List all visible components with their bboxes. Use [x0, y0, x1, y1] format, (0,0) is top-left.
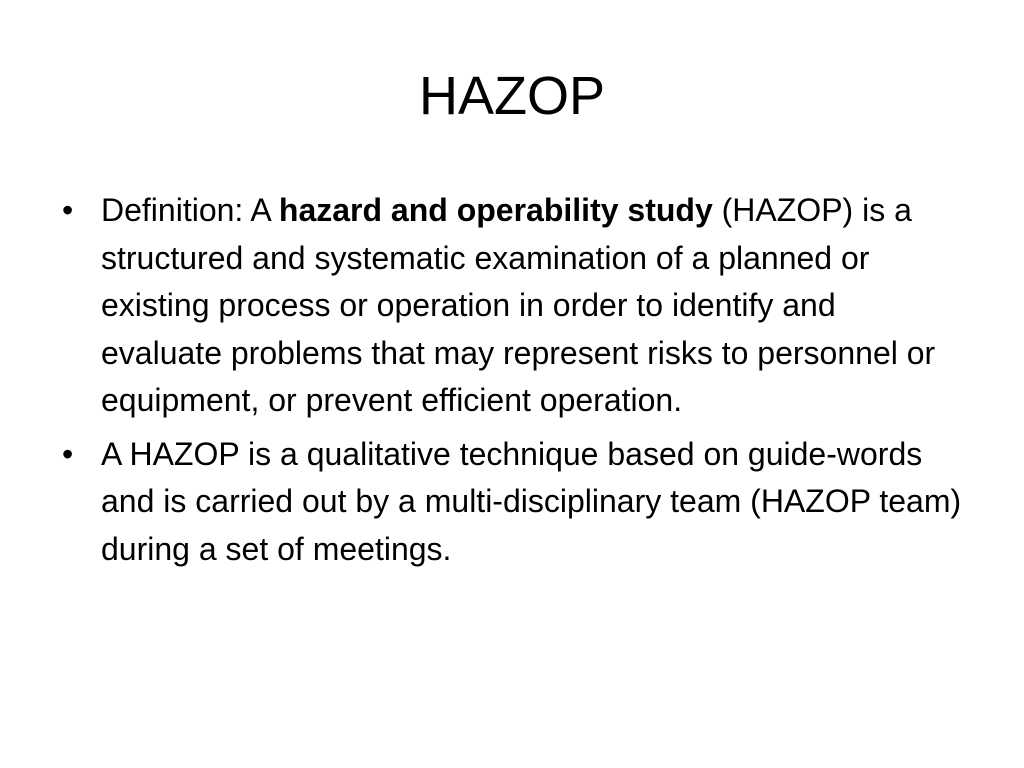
- bullet-list: [62, 187, 962, 579]
- slide-title: HAZOP: [418, 66, 606, 126]
- technique-body: A HAZOP is a qualitative technique based on guide-words and is carried out by a multi-disciplinary team (HAZOP team) during a set of meetings.: [101, 435, 962, 567]
- definition-prefix: Definition: A: [101, 192, 279, 228]
- definition-body: (HAZOP) is a structured and systematic examination of a planned or existing process or operation in order to identify and evaluate problems that may represent risks to personnel or equipment, or prevent efficient operation.: [101, 192, 936, 418]
- definition-term: hazard and operability study: [278, 192, 713, 228]
- bullet-definition: [62, 187, 962, 425]
- bullet-text: [101, 436, 961, 567]
- bullet-marker: •: [62, 435, 74, 472]
- bullet-technique: [62, 431, 962, 574]
- bullet-text: [101, 192, 935, 418]
- bullet-marker: •: [62, 192, 74, 228]
